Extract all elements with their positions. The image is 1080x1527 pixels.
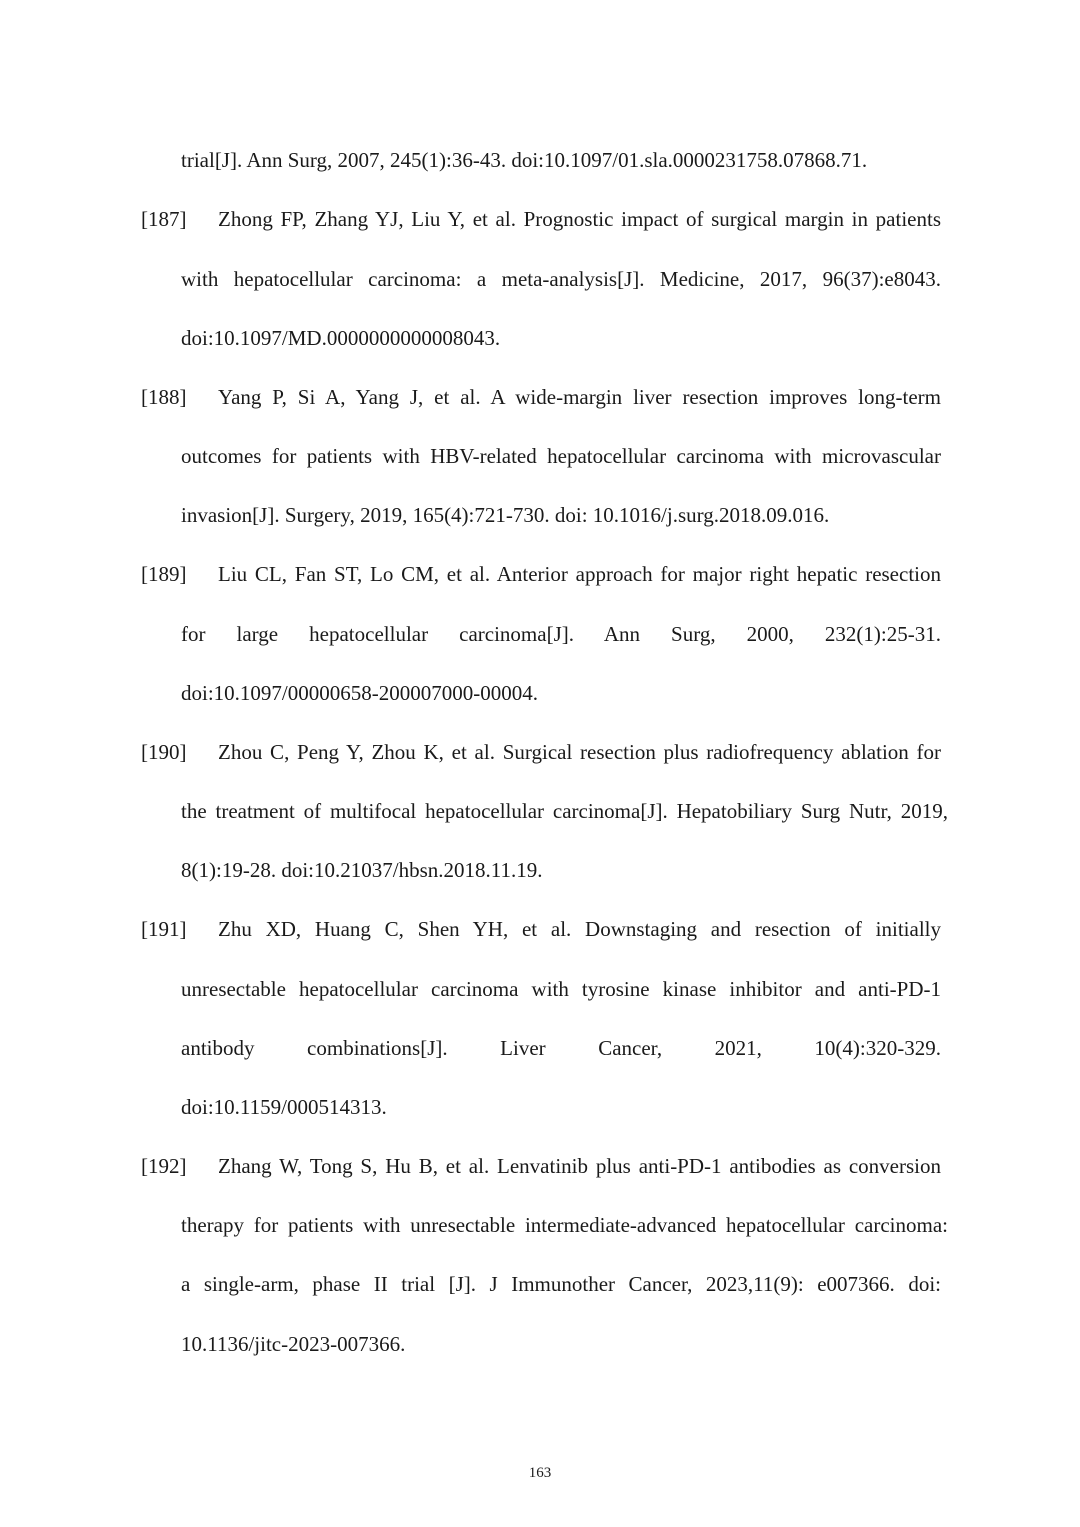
reference-190-line-3: 8(1):19-28. doi:10.21037/hbsn.2018.11.19. (181, 858, 543, 882)
reference-186-continuation: trial[J]. Ann Surg, 2007, 245(1):36-43. doi:10.1097/01.sla.0000231758.07868.71. (181, 148, 868, 172)
reference-192-line-4: 10.1136/jitc-2023-007366. (181, 1332, 406, 1356)
reference-188-line-2: outcomes for patients with HBV-related hepatocellular carcinoma with microvascular (181, 444, 941, 468)
reference-number-191: [191] (141, 917, 187, 941)
reference-190-line-1: Zhou C, Peng Y, Zhou K, et al. Surgical resection plus radiofrequency ablation for (218, 740, 941, 764)
reference-192-line-1: Zhang W, Tong S, Hu B, et al. Lenvatinib plus anti-PD-1 antibodies as conversion (218, 1154, 941, 1178)
reference-192-line-3: a single-arm, phase II trial [J]. J Immunother Cancer, 2023,11(9): e007366. doi: (181, 1272, 941, 1296)
reference-191-line-3: antibody combinations[J]. Liver Cancer, 2021, 10(4):320-329. (181, 1036, 941, 1060)
reference-191-line-2: unresectable hepatocellular carcinoma with tyrosine kinase inhibitor and anti-PD-1 (181, 977, 941, 1001)
reference-191-line-1: Zhu XD, Huang C, Shen YH, et al. Downstaging and resection of initially (218, 917, 941, 941)
reference-number-190: [190] (141, 740, 187, 764)
reference-number-188: [188] (141, 385, 187, 409)
reference-190-line-2: the treatment of multifocal hepatocellular carcinoma[J]. Hepatobiliary Surg Nutr, 2019, (181, 799, 948, 823)
reference-187-line-1: Zhong FP, Zhang YJ, Liu Y, et al. Prognostic impact of surgical margin in patients (218, 207, 941, 231)
reference-number-189: [189] (141, 562, 187, 586)
reference-187-line-2: with hepatocellular carcinoma: a meta-analysis[J]. Medicine, 2017, 96(37):e8043. (181, 267, 941, 291)
reference-188-line-1: Yang P, Si A, Yang J, et al. A wide-margin liver resection improves long-term (218, 385, 941, 409)
reference-189-line-3: doi:10.1097/00000658-200007000-00004. (181, 681, 538, 705)
reference-188-line-3: invasion[J]. Surgery, 2019, 165(4):721-730. doi: 10.1016/j.surg.2018.09.016. (181, 503, 830, 527)
reference-189-line-2: for large hepatocellular carcinoma[J]. Ann Surg, 2000, 232(1):25-31. (181, 622, 941, 646)
reference-number-192: [192] (141, 1154, 187, 1178)
reference-192-line-2: therapy for patients with unresectable intermediate-advanced hepatocellular carcinoma: (181, 1213, 948, 1237)
page-number: 163 (528, 1465, 552, 1481)
reference-191-line-4: doi:10.1159/000514313. (181, 1095, 387, 1119)
reference-189-line-1: Liu CL, Fan ST, Lo CM, et al. Anterior approach for major right hepatic resection (218, 562, 941, 586)
reference-number-187: [187] (141, 207, 187, 231)
reference-187-line-3: doi:10.1097/MD.0000000000008043. (181, 326, 501, 350)
